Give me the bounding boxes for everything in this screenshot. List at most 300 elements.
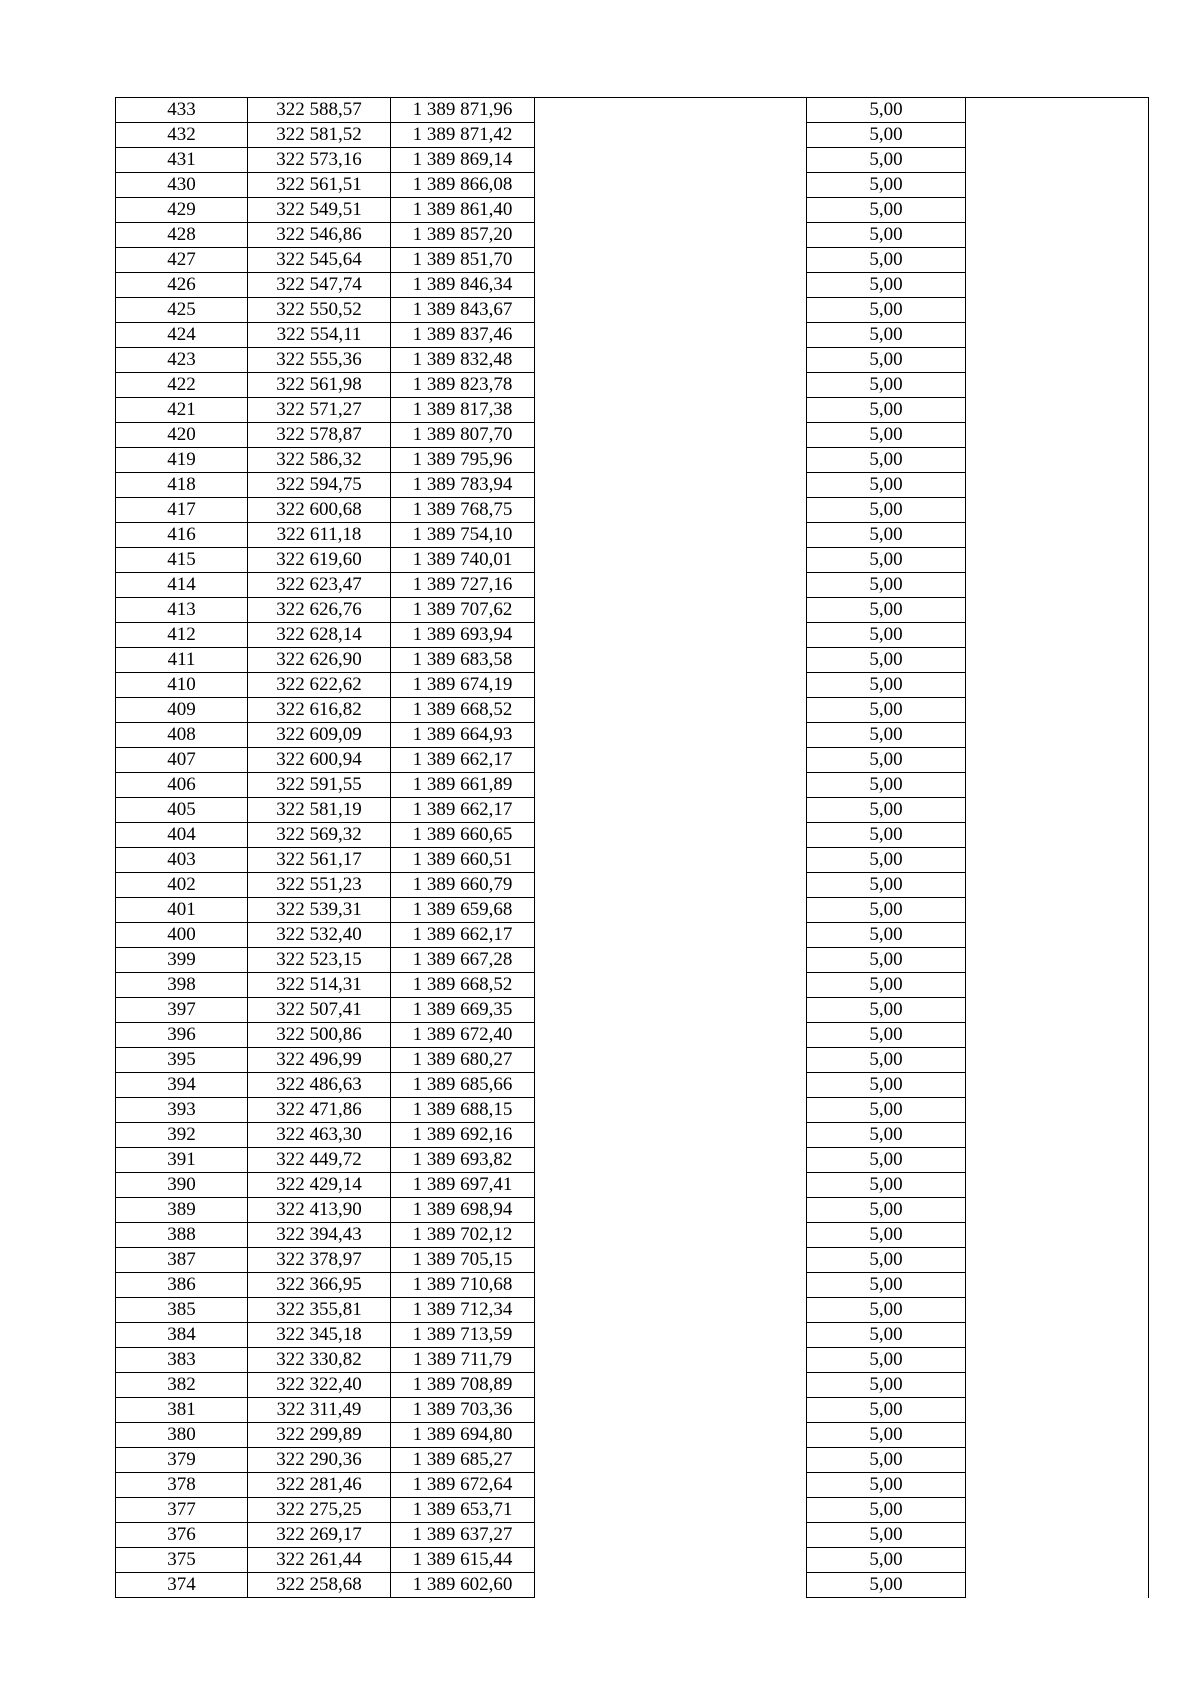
point-number-cell: 402 [116,873,248,898]
table-row [116,373,1149,398]
y-coordinate-cell: 1 389 817,38 [391,398,535,423]
x-coordinate-cell: 322 514,31 [248,973,391,998]
y-coordinate-cell: 1 389 637,27 [391,1523,535,1548]
point-number-cell: 412 [116,623,248,648]
point-number-cell: 400 [116,923,248,948]
empty-cell [535,1523,807,1548]
empty-cell [535,98,807,123]
accuracy-cell: 5,00 [807,1423,966,1448]
accuracy-cell: 5,00 [807,1323,966,1348]
point-number-cell: 413 [116,598,248,623]
x-coordinate-cell: 322 549,51 [248,198,391,223]
empty-cell [535,1373,807,1398]
accuracy-cell: 5,00 [807,1048,966,1073]
accuracy-cell: 5,00 [807,573,966,598]
accuracy-cell: 5,00 [807,1123,966,1148]
table-row [116,698,1149,723]
empty-cell [966,873,1149,898]
table-row [116,298,1149,323]
x-coordinate-cell: 322 626,90 [248,648,391,673]
point-number-cell: 433 [116,98,248,123]
empty-cell [966,398,1149,423]
table-row [116,173,1149,198]
point-number-cell: 394 [116,1073,248,1098]
empty-cell [535,1048,807,1073]
accuracy-cell: 5,00 [807,648,966,673]
point-number-cell: 387 [116,1248,248,1273]
empty-cell [535,1573,807,1598]
y-coordinate-cell: 1 389 708,89 [391,1373,535,1398]
empty-cell [535,1298,807,1323]
x-coordinate-cell: 322 281,46 [248,1473,391,1498]
x-coordinate-cell: 322 555,36 [248,348,391,373]
table-row [116,1048,1149,1073]
table-row [116,1448,1149,1473]
y-coordinate-cell: 1 389 711,79 [391,1348,535,1373]
empty-cell [535,1148,807,1173]
point-number-cell: 420 [116,423,248,448]
point-number-cell: 422 [116,373,248,398]
empty-cell [966,498,1149,523]
accuracy-cell: 5,00 [807,1073,966,1098]
point-number-cell: 375 [116,1548,248,1573]
y-coordinate-cell: 1 389 707,62 [391,598,535,623]
table-row [116,523,1149,548]
point-number-cell: 380 [116,1423,248,1448]
accuracy-cell: 5,00 [807,123,966,148]
point-number-cell: 421 [116,398,248,423]
empty-cell [966,923,1149,948]
table-row [116,1273,1149,1298]
accuracy-cell: 5,00 [807,473,966,498]
point-number-cell: 385 [116,1298,248,1323]
table-row [116,123,1149,148]
accuracy-cell: 5,00 [807,623,966,648]
point-number-cell: 430 [116,173,248,198]
y-coordinate-cell: 1 389 672,64 [391,1473,535,1498]
empty-cell [966,298,1149,323]
empty-cell [966,1298,1149,1323]
accuracy-cell: 5,00 [807,1173,966,1198]
point-number-cell: 405 [116,798,248,823]
table-row [116,573,1149,598]
y-coordinate-cell: 1 389 698,94 [391,1198,535,1223]
table-row [116,148,1149,173]
x-coordinate-cell: 322 600,94 [248,748,391,773]
point-number-cell: 428 [116,223,248,248]
x-coordinate-cell: 322 626,76 [248,598,391,623]
point-number-cell: 393 [116,1098,248,1123]
accuracy-cell: 5,00 [807,273,966,298]
x-coordinate-cell: 322 290,36 [248,1448,391,1473]
empty-cell [966,248,1149,273]
accuracy-cell: 5,00 [807,223,966,248]
empty-cell [535,873,807,898]
accuracy-cell: 5,00 [807,1348,966,1373]
point-number-cell: 425 [116,298,248,323]
y-coordinate-cell: 1 389 662,17 [391,748,535,773]
empty-cell [535,273,807,298]
table-row [116,323,1149,348]
empty-cell [966,673,1149,698]
x-coordinate-cell: 322 591,55 [248,773,391,798]
x-coordinate-cell: 322 545,64 [248,248,391,273]
y-coordinate-cell: 1 389 693,94 [391,623,535,648]
empty-cell [966,1523,1149,1548]
x-coordinate-cell: 322 394,43 [248,1223,391,1248]
empty-cell [535,1098,807,1123]
x-coordinate-cell: 322 611,18 [248,523,391,548]
table-row [116,1073,1149,1098]
empty-cell [535,398,807,423]
empty-cell [535,1123,807,1148]
y-coordinate-cell: 1 389 866,08 [391,173,535,198]
empty-cell [966,1073,1149,1098]
table-row [116,1098,1149,1123]
y-coordinate-cell: 1 389 661,89 [391,773,535,798]
coordinates-table-body [116,98,1149,1598]
empty-cell [966,1023,1149,1048]
y-coordinate-cell: 1 389 683,58 [391,648,535,673]
point-number-cell: 382 [116,1373,248,1398]
point-number-cell: 429 [116,198,248,223]
point-number-cell: 386 [116,1273,248,1298]
accuracy-cell: 5,00 [807,1023,966,1048]
accuracy-cell: 5,00 [807,598,966,623]
x-coordinate-cell: 322 616,82 [248,698,391,723]
table-row [116,448,1149,473]
accuracy-cell: 5,00 [807,98,966,123]
x-coordinate-cell: 322 546,86 [248,223,391,248]
x-coordinate-cell: 322 571,27 [248,398,391,423]
table-row [116,948,1149,973]
empty-cell [966,1548,1149,1573]
empty-cell [966,1048,1149,1073]
table-row [116,623,1149,648]
table-row [116,548,1149,573]
point-number-cell: 432 [116,123,248,148]
empty-cell [966,1098,1149,1123]
y-coordinate-cell: 1 389 832,48 [391,348,535,373]
empty-cell [535,1248,807,1273]
accuracy-cell: 5,00 [807,1398,966,1423]
y-coordinate-cell: 1 389 697,41 [391,1173,535,1198]
table-row [116,1473,1149,1498]
x-coordinate-cell: 322 539,31 [248,898,391,923]
x-coordinate-cell: 322 600,68 [248,498,391,523]
table-row [116,223,1149,248]
empty-cell [535,723,807,748]
y-coordinate-cell: 1 389 685,66 [391,1073,535,1098]
y-coordinate-cell: 1 389 669,35 [391,998,535,1023]
empty-cell [535,123,807,148]
empty-cell [535,998,807,1023]
table-row [116,873,1149,898]
y-coordinate-cell: 1 389 843,67 [391,298,535,323]
accuracy-cell: 5,00 [807,1248,966,1273]
empty-cell [535,598,807,623]
accuracy-cell: 5,00 [807,423,966,448]
table-row [116,823,1149,848]
accuracy-cell: 5,00 [807,298,966,323]
point-number-cell: 424 [116,323,248,348]
empty-cell [966,1573,1149,1598]
table-row [116,923,1149,948]
table-row [116,423,1149,448]
y-coordinate-cell: 1 389 869,14 [391,148,535,173]
table-row [116,798,1149,823]
point-number-cell: 411 [116,648,248,673]
x-coordinate-cell: 322 345,18 [248,1323,391,1348]
empty-cell [966,598,1149,623]
empty-cell [535,923,807,948]
empty-cell [966,1373,1149,1398]
empty-cell [535,1023,807,1048]
empty-cell [966,523,1149,548]
y-coordinate-cell: 1 389 807,70 [391,423,535,448]
empty-cell [535,1348,807,1373]
y-coordinate-cell: 1 389 602,60 [391,1573,535,1598]
accuracy-cell: 5,00 [807,1498,966,1523]
point-number-cell: 403 [116,848,248,873]
x-coordinate-cell: 322 586,32 [248,448,391,473]
accuracy-cell: 5,00 [807,173,966,198]
x-coordinate-cell: 322 623,47 [248,573,391,598]
accuracy-cell: 5,00 [807,248,966,273]
empty-cell [966,1498,1149,1523]
empty-cell [966,848,1149,873]
y-coordinate-cell: 1 389 615,44 [391,1548,535,1573]
empty-cell [966,1473,1149,1498]
point-number-cell: 423 [116,348,248,373]
empty-cell [535,423,807,448]
accuracy-cell: 5,00 [807,673,966,698]
accuracy-cell: 5,00 [807,848,966,873]
point-number-cell: 376 [116,1523,248,1548]
x-coordinate-cell: 322 471,86 [248,1098,391,1123]
x-coordinate-cell: 322 609,09 [248,723,391,748]
y-coordinate-cell: 1 389 740,01 [391,548,535,573]
x-coordinate-cell: 322 523,15 [248,948,391,973]
x-coordinate-cell: 322 299,89 [248,1423,391,1448]
point-number-cell: 388 [116,1223,248,1248]
y-coordinate-cell: 1 389 861,40 [391,198,535,223]
table-row [116,673,1149,698]
empty-cell [535,448,807,473]
y-coordinate-cell: 1 389 685,27 [391,1448,535,1473]
table-row [116,1373,1149,1398]
empty-cell [966,1173,1149,1198]
point-number-cell: 406 [116,773,248,798]
table-row [116,1248,1149,1273]
y-coordinate-cell: 1 389 712,34 [391,1298,535,1323]
point-number-cell: 395 [116,1048,248,1073]
y-coordinate-cell: 1 389 783,94 [391,473,535,498]
empty-cell [966,1423,1149,1448]
point-number-cell: 391 [116,1148,248,1173]
empty-cell [966,223,1149,248]
empty-cell [535,1223,807,1248]
y-coordinate-cell: 1 389 694,80 [391,1423,535,1448]
x-coordinate-cell: 322 486,63 [248,1073,391,1098]
table-row [116,348,1149,373]
empty-cell [966,573,1149,598]
x-coordinate-cell: 322 532,40 [248,923,391,948]
empty-cell [535,848,807,873]
x-coordinate-cell: 322 622,62 [248,673,391,698]
accuracy-cell: 5,00 [807,973,966,998]
point-number-cell: 397 [116,998,248,1023]
y-coordinate-cell: 1 389 692,16 [391,1123,535,1148]
table-row [116,273,1149,298]
empty-cell [535,573,807,598]
x-coordinate-cell: 322 581,19 [248,798,391,823]
point-number-cell: 415 [116,548,248,573]
empty-cell [966,898,1149,923]
accuracy-cell: 5,00 [807,1523,966,1548]
y-coordinate-cell: 1 389 846,34 [391,273,535,298]
accuracy-cell: 5,00 [807,198,966,223]
table-row [116,1148,1149,1173]
x-coordinate-cell: 322 561,98 [248,373,391,398]
empty-cell [966,423,1149,448]
empty-cell [535,1323,807,1348]
empty-cell [535,223,807,248]
table-row [116,723,1149,748]
empty-cell [535,198,807,223]
accuracy-cell: 5,00 [807,323,966,348]
point-number-cell: 399 [116,948,248,973]
empty-cell [535,173,807,198]
empty-cell [535,623,807,648]
y-coordinate-cell: 1 389 662,17 [391,923,535,948]
accuracy-cell: 5,00 [807,348,966,373]
empty-cell [535,1423,807,1448]
x-coordinate-cell: 322 378,97 [248,1248,391,1273]
y-coordinate-cell: 1 389 754,10 [391,523,535,548]
x-coordinate-cell: 322 429,14 [248,1173,391,1198]
accuracy-cell: 5,00 [807,998,966,1023]
accuracy-cell: 5,00 [807,148,966,173]
point-number-cell: 396 [116,1023,248,1048]
y-coordinate-cell: 1 389 857,20 [391,223,535,248]
empty-cell [535,348,807,373]
x-coordinate-cell: 322 628,14 [248,623,391,648]
table-row [116,1348,1149,1373]
y-coordinate-cell: 1 389 660,65 [391,823,535,848]
point-number-cell: 384 [116,1323,248,1348]
x-coordinate-cell: 322 311,49 [248,1398,391,1423]
x-coordinate-cell: 322 573,16 [248,148,391,173]
x-coordinate-cell: 322 561,17 [248,848,391,873]
y-coordinate-cell: 1 389 660,79 [391,873,535,898]
table-row [116,1298,1149,1323]
empty-cell [966,323,1149,348]
x-coordinate-cell: 322 413,90 [248,1198,391,1223]
point-number-cell: 392 [116,1123,248,1148]
table-row [116,598,1149,623]
x-coordinate-cell: 322 619,60 [248,548,391,573]
y-coordinate-cell: 1 389 705,15 [391,1248,535,1273]
point-number-cell: 427 [116,248,248,273]
table-row [116,998,1149,1023]
x-coordinate-cell: 322 550,52 [248,298,391,323]
empty-cell [966,748,1149,773]
x-coordinate-cell: 322 569,32 [248,823,391,848]
empty-cell [966,198,1149,223]
y-coordinate-cell: 1 389 653,71 [391,1498,535,1523]
x-coordinate-cell: 322 561,51 [248,173,391,198]
accuracy-cell: 5,00 [807,1223,966,1248]
empty-cell [966,773,1149,798]
empty-cell [966,1273,1149,1298]
empty-cell [535,1448,807,1473]
empty-cell [535,1398,807,1423]
empty-cell [535,248,807,273]
x-coordinate-cell: 322 581,52 [248,123,391,148]
accuracy-cell: 5,00 [807,1548,966,1573]
table-row [116,198,1149,223]
x-coordinate-cell: 322 588,57 [248,98,391,123]
empty-cell [535,1273,807,1298]
accuracy-cell: 5,00 [807,1573,966,1598]
point-number-cell: 408 [116,723,248,748]
accuracy-cell: 5,00 [807,873,966,898]
table-row [116,973,1149,998]
table-row [116,398,1149,423]
table-row [116,1198,1149,1223]
accuracy-cell: 5,00 [807,898,966,923]
accuracy-cell: 5,00 [807,498,966,523]
x-coordinate-cell: 322 261,44 [248,1548,391,1573]
table-row [116,498,1149,523]
table-row [116,848,1149,873]
y-coordinate-cell: 1 389 710,68 [391,1273,535,1298]
point-number-cell: 398 [116,973,248,998]
empty-cell [535,773,807,798]
empty-cell [966,173,1149,198]
table-row [116,773,1149,798]
point-number-cell: 377 [116,1498,248,1523]
empty-cell [535,298,807,323]
coordinates-table [115,97,1149,1598]
empty-cell [966,1448,1149,1473]
point-number-cell: 414 [116,573,248,598]
empty-cell [966,973,1149,998]
empty-cell [966,98,1149,123]
point-number-cell: 410 [116,673,248,698]
point-number-cell: 389 [116,1198,248,1223]
empty-cell [966,648,1149,673]
empty-cell [966,823,1149,848]
table-row [116,473,1149,498]
table-row [116,1423,1149,1448]
table-row [116,1173,1149,1198]
table-row [116,1023,1149,1048]
x-coordinate-cell: 322 355,81 [248,1298,391,1323]
y-coordinate-cell: 1 389 713,59 [391,1323,535,1348]
empty-cell [535,973,807,998]
table-row [116,1523,1149,1548]
accuracy-cell: 5,00 [807,398,966,423]
accuracy-cell: 5,00 [807,373,966,398]
accuracy-cell: 5,00 [807,1448,966,1473]
x-coordinate-cell: 322 551,23 [248,873,391,898]
x-coordinate-cell: 322 500,86 [248,1023,391,1048]
x-coordinate-cell: 322 594,75 [248,473,391,498]
empty-cell [535,1173,807,1198]
x-coordinate-cell: 322 507,41 [248,998,391,1023]
